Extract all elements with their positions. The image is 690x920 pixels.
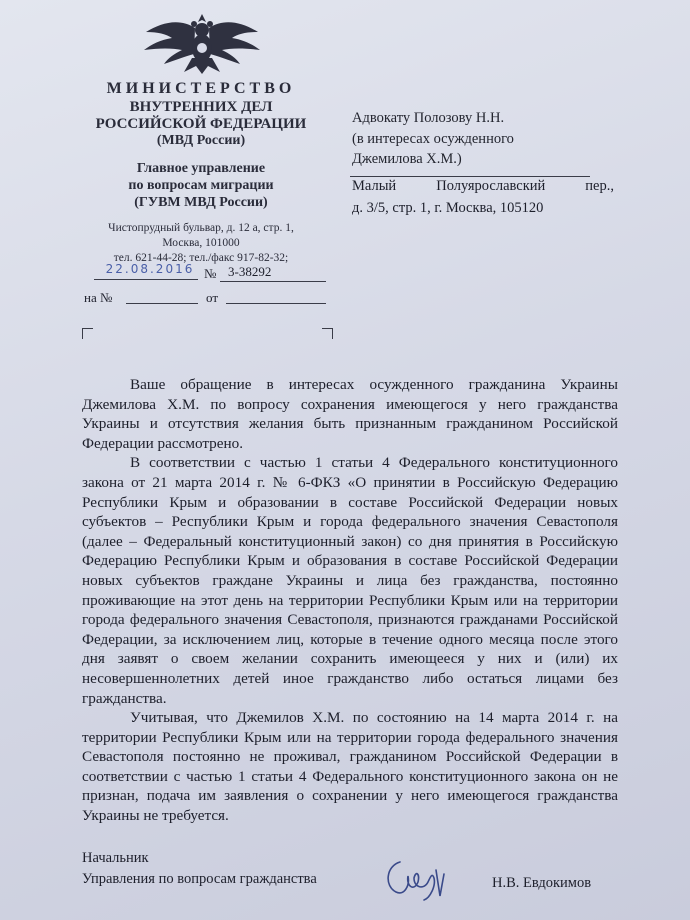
sender-address-phones: тел. 621-44-28; тел./факс 917-82-32; (113, 252, 289, 264)
date-underline (94, 279, 198, 280)
sender-address-line2: Москва, 101000 (162, 237, 240, 249)
letter-body (82, 375, 618, 826)
reference-date-blank (226, 303, 326, 304)
ministry-name-line2: ВНУТРЕННИХ ДЕЛ (129, 99, 273, 115)
outgoing-number: 3-38292 (228, 264, 272, 279)
department-abbreviation: (ГУВМ МВД России) (134, 195, 268, 210)
double-headed-eagle-emblem-icon (140, 8, 264, 76)
reference-date-label: от (206, 290, 219, 305)
date-stamp: 22.08.2016 (105, 262, 195, 276)
department-name-line1: Главное управление (136, 161, 266, 176)
recipient-address-line1: Малый Полуярославский пер., (352, 178, 614, 194)
signer-name: Н.В. Евдокимов (492, 875, 592, 891)
signer-title-line2: Управления по вопросам гражданства (82, 871, 317, 887)
recipient-line1: Адвокату Полозову Н.Н. (352, 110, 505, 126)
department-name-line2: по вопросам миграции (128, 178, 274, 193)
body-paragraph-2: В соответствии с частью 1 статьи 4 Федерального конституционного закона от 21 марта 2014 г. № 6-ФКЗ «О принятии в Российскую Федерацию Республики Крым и образовании в составе Российской Федерации новых субъектов – Республики Крым и города федерального значения Севастополя (далее – Федеральный конституционный закон) со дня принятия в Российскую Федерацию Республики Крым и образования в составе Российской Федерации новых субъектов граждане Украины и лица без гражданства, постоянно проживающие на этот день на территории Республики Крым или на территории города федерального значения Севастополя, признаются гражданами Российской Федерации, за исключением лиц, которые в течение одного месяца после этого дня заявят о своем желании сохранить имеющееся у них и (или) их несовершеннолетних детей иное гражданство либо остаться лицами без гражданства. (82, 454, 618, 707)
reference-number-label: на № (84, 290, 113, 305)
signer-title-line1: Начальник (82, 850, 149, 866)
recipient-line2: (в интересах осужденного (352, 131, 514, 147)
reference-number-blank (126, 303, 198, 304)
recipient-line3: Джемилова Х.М.) (352, 151, 462, 167)
number-underline (220, 281, 326, 282)
body-paragraph-1: Ваше обращение в интересах осужденного гражданина Украины Джемилова Х.М. по вопросу сохранения имеющегося у него гражданства Украины и отсутствия желания быть признанным гражданином Российской Федерации рассмотрено. (82, 376, 618, 452)
handwritten-signature-icon (380, 852, 450, 904)
ministry-abbreviation: (МВД России) (156, 133, 246, 148)
body-paragraph-3: Учитывая, что Джемилов Х.М. по состоянию на 14 марта 2014 г. на территории Республики Крым или на территории города федерального значения Севастополя постоянно не проживал, гражданином Российской Федерации в соответствии с частью 1 статьи 4 Федерального конституционного закона он не признан, подача им заявления о сохранении у него имеющегося гражданства Украины не требуется. (82, 709, 618, 825)
ministry-name-line3: РОССИЙСКОЙ ФЕДЕРАЦИИ (95, 116, 307, 132)
address-corner-left (82, 328, 93, 339)
recipient-separator (350, 176, 590, 177)
ministry-name-line1: МИНИСТЕРСТВО (106, 80, 296, 97)
sender-address-line1: Чистопрудный бульвар, д. 12 а, стр. 1, (108, 222, 294, 234)
number-sign: № (204, 266, 217, 281)
address-corner-right (322, 328, 333, 339)
recipient-address-line2: д. 3/5, стр. 1, г. Москва, 105120 (352, 200, 544, 216)
